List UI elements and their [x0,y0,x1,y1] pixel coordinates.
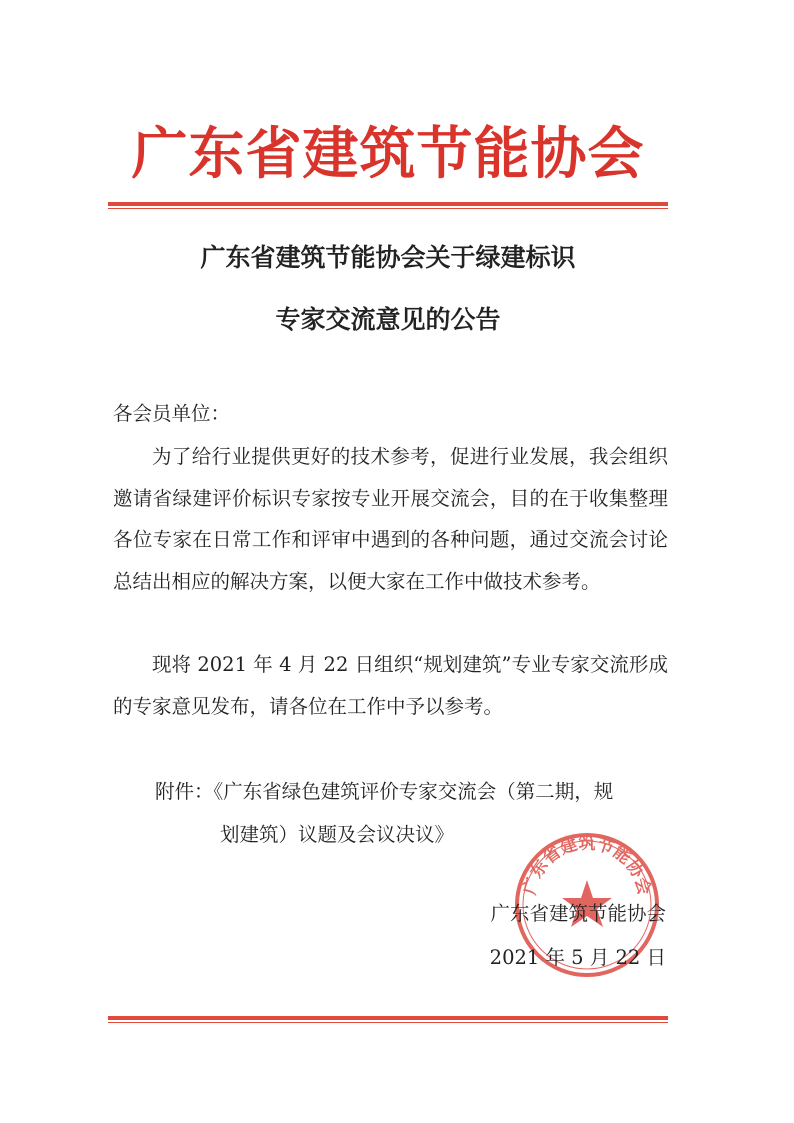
salutation: 各会员单位： [113,402,231,425]
letterhead-divider [108,202,668,209]
attachment-line-1: 附件：《广东省绿色建筑评价专家交流会（第二期，规 [155,780,614,803]
paragraph-2 [113,644,668,727]
signature-block [490,892,666,980]
paragraph-2-text: 现将 2021 年 4 月 22 日组织“规划建筑”专业专家交流形成的专家意见发布，请各位在工作中予以参考。 [113,653,668,718]
signature-org: 广东省建筑节能协会 [490,902,666,925]
seal-text: 广东省建筑节能协会 [520,833,654,897]
letterhead-title: 广东省建筑节能协会 [131,121,645,187]
signature-date: 2021 年 5 月 22 日 [489,946,666,969]
paragraph-1 [113,436,668,602]
document-title-line-1: 广东省建筑节能协会关于绿建标识 [200,243,576,272]
attachment-line-2: 划建筑）议题及会议决议》 [220,823,455,846]
document-title-line-2: 专家交流意见的公告 [275,305,501,334]
footer-divider [108,1016,668,1023]
paragraph-1-text: 为了给行业提供更好的技术参考，促进行业发展，我会组织邀请省绿建评价标识专家按专业开展交流会，目的在于收集整理各位专家在日常工作和评审中遇到的各种问题，通过交流会讨论总结出相应的解决方案，以便大家在工作中做技术参考。 [113,445,668,593]
